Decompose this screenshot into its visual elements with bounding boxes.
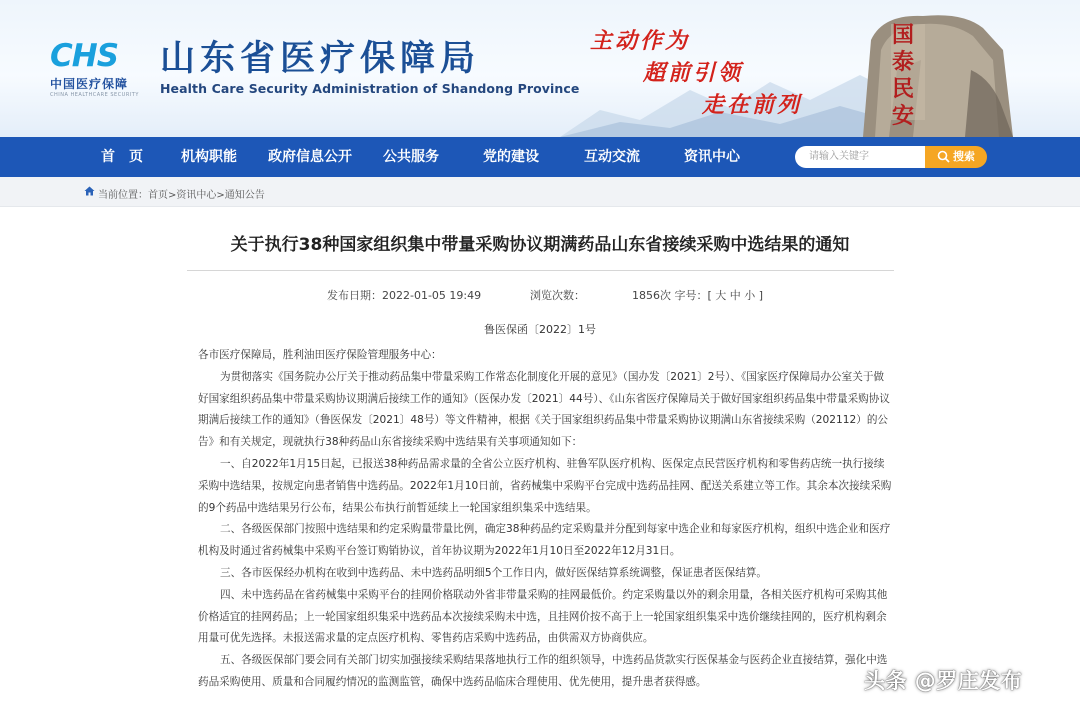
breadcrumb-news-center[interactable]: 资讯中心 <box>176 190 217 201</box>
article-title: 关于执行38种国家组织集中带量采购协议期满药品山东省接续采购中选结果的通知 <box>230 235 850 255</box>
toutiao-watermark: 头条 @罗庄发布 <box>864 669 1023 693</box>
publish-date-label: 发布日期： <box>327 289 382 302</box>
logo-en-text: CHINA HEALTHCARE SECURITY <box>50 92 139 98</box>
slogan-line-1: 主动作为 <box>590 28 691 54</box>
site-title: 山东省医疗保障局 <box>160 38 481 79</box>
article-paragraph: 为贯彻落实《国务院办公厅关于推动药品集中带量采购工作常态化制度化开展的意见》（国办发〔2021〕2号）、《国家医疗保障局办公室关于做好国家组织药品集中带量采购协议期满后接续工作的通知》（医保办发〔2021〕44号）、《山东省医疗保障局关于做好国家组织药品集中带量采购协议期满后接续工作的通知》（鲁医保发〔2021〕48号）等文件精神，根据《关于国家组织药品集中带量采购协议期满山东省接续采购（202112）的公告》和有关规定，现就执行38种药品山东省接续采购中选结果有关事项通知如下： <box>198 370 890 449</box>
rock-inscription: 国泰民安 <box>891 22 914 129</box>
slogan-line-2: 超前引领 <box>643 60 744 86</box>
nav-item-party[interactable]: 党的建设 <box>483 149 539 165</box>
site-header <box>0 0 1080 137</box>
search-button[interactable] <box>925 146 987 168</box>
title-divider <box>187 270 894 271</box>
nav-item-interaction[interactable]: 互动交流 <box>584 149 640 165</box>
search-icon <box>937 150 950 163</box>
logo-cn-text: 中国医疗保障 <box>50 77 129 91</box>
nav-item-functions[interactable]: 机构职能 <box>181 149 237 165</box>
article-body <box>198 345 892 694</box>
breadcrumb-separator: > <box>168 190 177 201</box>
taishan-rock-image <box>853 10 1023 137</box>
publish-date-value: 2022-01-05 19:49 <box>382 289 482 302</box>
logo-mark: CHS <box>50 38 119 74</box>
article-paragraph: 三、各市医保经办机构在收到中选药品、未中选药品明细5个工作日内，做好医保结算系统调整，保证患者医保结算。 <box>220 566 768 579</box>
search-button-label: 搜索 <box>953 150 975 163</box>
home-icon <box>84 186 95 196</box>
breadcrumb-trail <box>98 186 265 201</box>
nav-item-news-center[interactable]: 资讯中心 <box>684 149 740 165</box>
chs-logo[interactable] <box>50 40 150 100</box>
document-number: 鲁医保函〔2022〕1号 <box>484 323 596 336</box>
article-paragraph: 四、未中选药品在省药械集中采购平台的挂网价格联动外省非带量采购的挂网最低价。约定采购量以外的剩余用量，各相关医疗机构可采购其他价格适宜的挂网药品；上一轮国家组织集采中选药品本次接续采购未中选，且挂网价按不高于上一轮国家组织集采中选价继续挂网的，医疗机构剩余用量可优先选择。未报送需求量的定点医疗机构、零售药店采购中选药品，由供需双方协商供应。 <box>198 588 888 645</box>
slogan-line-3: 走在前列 <box>702 92 803 118</box>
view-count <box>632 287 763 303</box>
view-count-value: 1856次 <box>632 289 671 302</box>
breadcrumb <box>0 177 1080 207</box>
site-subtitle: Health Care Security Administration of Shandong Province <box>160 81 580 96</box>
publish-date <box>327 287 481 303</box>
font-size-switcher[interactable]: [ 大 中 小 ] <box>707 289 764 302</box>
article-paragraph: 二、各级医保部门按照中选结果和约定采购量带量比例，确定38种药品约定采购量并分配到每家中选企业和每家医疗机构，组织中选企业和医疗机构及时通过省药械集中采购平台签订购销协议，首年协议期为2022年1月10日至2022年12月31日。 <box>198 523 891 558</box>
breadcrumb-home[interactable]: 首页 <box>148 190 168 201</box>
font-size-label: 字号： <box>674 289 708 302</box>
search-input[interactable]: 请输入关键字 <box>795 146 925 168</box>
nav-item-home[interactable]: 首 页 <box>101 149 143 165</box>
article-paragraph-salutation: 各市医疗保障局，胜利油田医疗保险管理服务中心： <box>198 349 442 361</box>
nav-item-public-service[interactable]: 公共服务 <box>383 149 439 165</box>
breadcrumb-prefix: 当前位置： <box>98 190 148 201</box>
article-paragraph: 一、自2022年1月15日起，已报送38种药品需求量的全省公立医疗机构、驻鲁军队医疗机构、医保定点民营医疗机构和零售药店统一执行接续采购中选结果，按规定向患者销售中选药品。2022年1月10日前，省药械集中采购平台完成中选药品挂网、配送关系建立等工作。其余本次接续采购的9个药品中选结果另行公布，结果公布执行前暂延续上一轮国家组织集采中选结果。 <box>198 457 892 514</box>
breadcrumb-separator: > <box>216 190 225 201</box>
nav-item-gov-info[interactable]: 政府信息公开 <box>268 149 352 165</box>
view-count-label: 浏览次数： <box>530 289 585 302</box>
article-paragraph: 五、各级医保部门要会同有关部门切实加强接续采购结果落地执行工作的组织领导，中选药品货款实行医保基金与医药企业直接结算，强化中选药品采购使用、质量和合同履约情况的监测监管，确保中选药品临床合理使用、优先使用，提升患者获得感。 <box>198 654 888 688</box>
breadcrumb-notices[interactable]: 通知公告 <box>224 190 265 201</box>
